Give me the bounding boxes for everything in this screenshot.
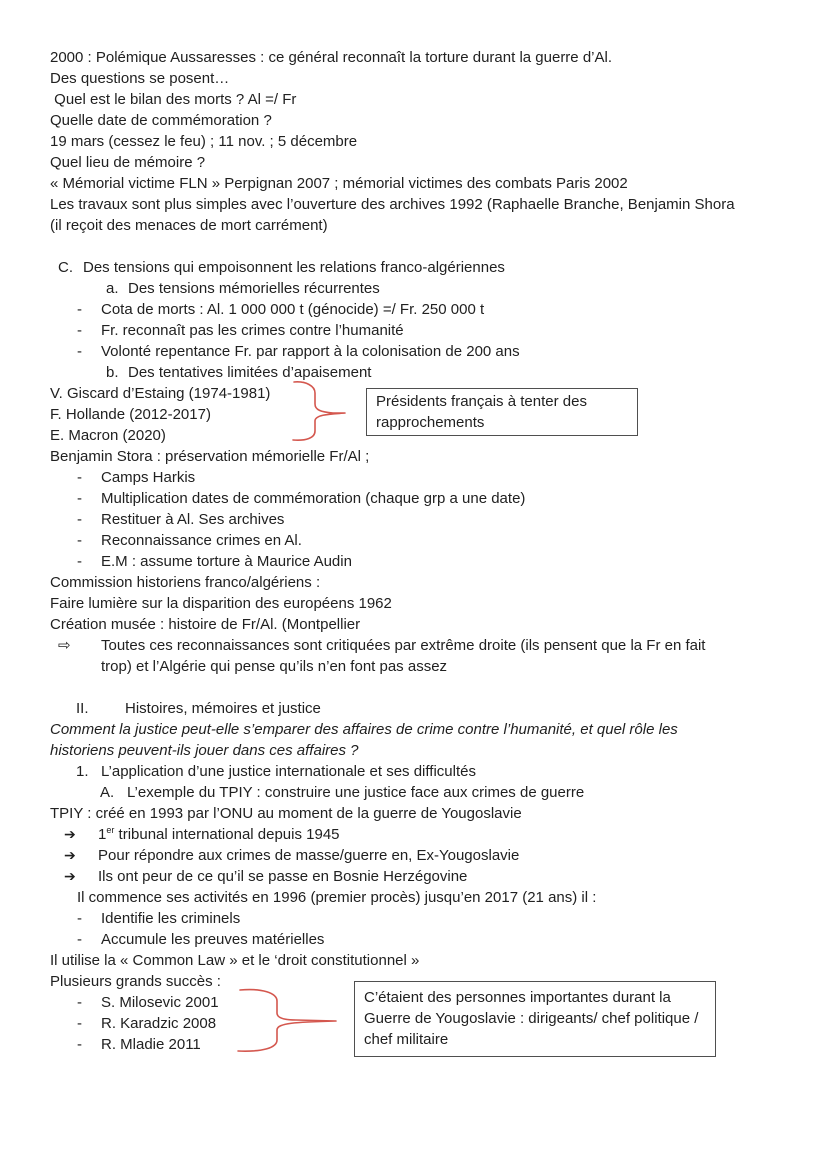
list-marker: 1. [76,763,89,780]
text-line [0,131,828,152]
presidents-annotation-text: Présidents français à tenter des rapprochements [376,393,587,431]
line-text: E. Macron (2020) [50,427,166,444]
superscript-text: er [106,825,115,835]
line-text: Ils ont peur de ce qu’il se passe en Bosnie Herzégovine [98,868,468,885]
text-line [0,908,828,929]
line-text: 2000 : Polémique Aussaresses : ce général reconnaît la torture durant la guerre d’Al. [50,49,612,66]
text-line [0,509,828,530]
arrow-bullet-icon: ➔ [64,847,76,863]
line-text: Des questions se posent… [50,70,230,87]
list-marker: II. [76,700,89,717]
line-text: Comment la justice peut-elle s’emparer des affaires de crime contre l’humanité, et quel rôle les [50,721,678,738]
line-text: Il commence ses activités en 1996 (premier procès) jusqu’en 2017 (21 ans) il : [77,889,597,906]
list-marker: - [77,322,82,339]
line-text: Des tensions qui empoisonnent les relations franco-algériennes [83,259,505,276]
line-text: F. Hollande (2012-2017) [50,406,211,423]
line-text: Restituer à Al. Ses archives [101,511,285,528]
text-line [0,572,828,593]
line-text: Création musée : histoire de Fr/Al. (Montpellier [50,616,361,633]
list-marker: C. [58,259,73,276]
line-text: Des tentatives limitées d’apaisement [128,364,372,381]
list-marker: - [77,490,82,507]
line-text [98,824,340,845]
document-lines [0,47,828,1055]
blank-line [0,236,828,257]
red-brace-tpiy-icon [234,985,346,1057]
text-line [0,782,828,803]
list-marker: - [77,1036,82,1053]
list-marker: b. [106,364,119,381]
text-line [0,887,828,908]
text-line [0,362,828,383]
line-text: R. Mladie 2011 [101,1036,201,1053]
line-text: V. Giscard d’Estaing (1974-1981) [50,385,271,402]
line-text: Cota de morts : Al. 1 000 000 t (génocide) =/ Fr. 250 000 t [101,301,485,318]
text-line [0,467,828,488]
line-text: Multiplication dates de commémoration (chaque grp a une date) [101,490,526,507]
list-marker: - [77,511,82,528]
list-marker: - [77,343,82,360]
line-text: historiens peuvent-ils jouer dans ces affaires ? [50,742,359,759]
text-line [0,173,828,194]
text-line [0,593,828,614]
line-text: Faire lumière sur la disparition des européens 1962 [50,595,392,612]
line-text: Benjamin Stora : préservation mémorielle Fr/Al ; [50,448,370,465]
line-text: Fr. reconnaît pas les crimes contre l’humanité [101,322,404,339]
tpiy-annotation-box [354,981,716,1057]
list-marker: A. [100,784,115,801]
text-line [0,845,828,866]
text-line [0,68,828,89]
text-line [0,761,828,782]
text-line [0,110,828,131]
text-line [0,215,828,236]
text-line [0,950,828,971]
text-fragment: tribunal international depuis 1945 [114,826,340,843]
line-text: Histoires, mémoires et justice [125,700,321,717]
list-marker: a. [106,280,119,297]
text-line [0,488,828,509]
text-line [0,47,828,68]
line-text: Commission historiens franco/algériens : [50,574,321,591]
tpiy-annotation-text: C’étaient des personnes importantes durant la Guerre de Yougoslavie : dirigeants/ chef politique / chef militaire [364,989,699,1048]
line-text: Accumule les preuves matérielles [101,931,325,948]
text-line [0,698,828,719]
list-marker: - [77,1015,82,1032]
text-line [0,656,828,677]
list-marker: - [77,553,82,570]
text-line [0,551,828,572]
list-marker: - [77,301,82,318]
line-text: Volonté repentance Fr. par rapport à la colonisation de 200 ans [101,343,520,360]
line-text: L’application d’une justice internationale et ses difficultés [101,763,476,780]
text-fragment: 1 [98,826,107,843]
line-text: Reconnaissance crimes en Al. [101,532,302,549]
line-text: Plusieurs grands succès : [50,973,221,990]
list-marker: - [77,931,82,948]
line-text: Identifie les criminels [101,910,241,927]
presidents-annotation-box [366,388,638,436]
line-text: E.M : assume torture à Maurice Audin [101,553,352,570]
line-text: « Mémorial victime FLN » Perpignan 2007 ; mémorial victimes des combats Paris 2002 [50,175,628,192]
text-line [0,614,828,635]
line-text: trop) et l’Algérie qui pense qu’ils n’en font pas assez [101,658,448,675]
text-line [0,446,828,467]
line-text: Quel est le bilan des morts ? Al =/ Fr [50,91,297,108]
text-line [0,635,828,656]
blank-line [0,677,828,698]
text-line [0,341,828,362]
list-marker: - [77,910,82,927]
line-text: R. Karadzic 2008 [101,1015,217,1032]
text-line [0,530,828,551]
line-text: L’exemple du TPIY : construire une justice face aux crimes de guerre [127,784,585,801]
white-arrow-bullet-icon: ⇨ [58,637,71,654]
arrow-bullet-icon: ➔ [64,826,76,842]
line-text: Quelle date de commémoration ? [50,112,272,129]
line-text: 19 mars (cessez le feu) ; 11 nov. ; 5 décembre [50,133,358,150]
line-text: S. Milosevic 2001 [101,994,219,1011]
text-line [0,866,828,887]
line-text: Toutes ces reconnaissances sont critiquées par extrême droite (ils pensent que la Fr en fait [101,637,706,654]
line-text: Pour répondre aux crimes de masse/guerre en, Ex-Yougoslavie [98,847,520,864]
red-brace-presidents-icon [288,379,350,443]
text-line [0,89,828,110]
text-line [0,719,828,740]
text-line [0,278,828,299]
line-text: Il utilise la « Common Law » et le ‘droit constitutionnel » [50,952,420,969]
line-text: Des tensions mémorielles récurrentes [128,280,380,297]
text-line [0,824,828,845]
arrow-bullet-icon: ➔ [64,868,76,884]
line-text: TPIY : créé en 1993 par l’ONU au moment de la guerre de Yougoslavie [50,805,522,822]
text-line [0,257,828,278]
line-text: Quel lieu de mémoire ? [50,154,206,171]
text-line [0,194,828,215]
text-line [0,299,828,320]
list-marker: - [77,994,82,1011]
line-text: Camps Harkis [101,469,196,486]
list-marker: - [77,532,82,549]
text-line [0,740,828,761]
text-line [0,803,828,824]
text-line [0,152,828,173]
text-line [0,320,828,341]
line-text: (il reçoit des menaces de mort carrément) [50,217,328,234]
text-line [0,929,828,950]
list-marker: - [77,469,82,486]
line-text: Les travaux sont plus simples avec l’ouverture des archives 1992 (Raphaelle Branche, Benjamin Shora [50,196,735,213]
